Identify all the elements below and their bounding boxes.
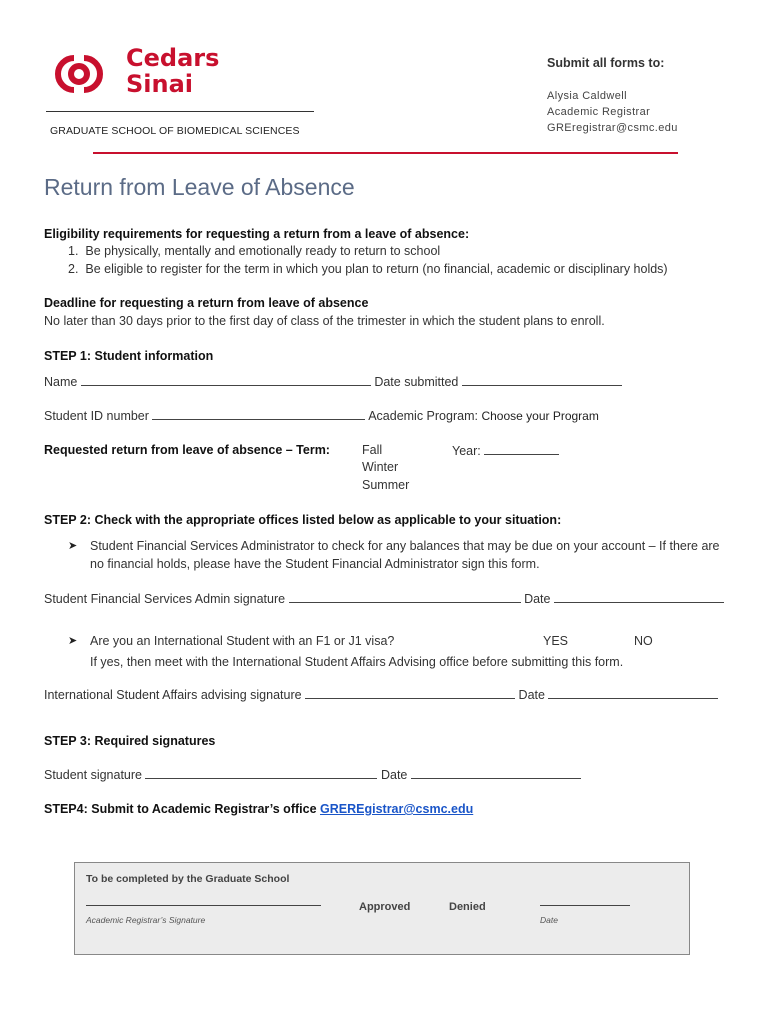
document-title: Return from Leave of Absence <box>44 174 355 200</box>
deadline-heading: Deadline for requesting a return from leave of absence <box>44 296 369 310</box>
step3-heading: STEP 3: Required signatures <box>44 734 216 748</box>
sfs-signature-row <box>44 591 724 606</box>
denied-option[interactable]: Denied <box>449 901 486 913</box>
eligibility-item-2: 2. Be eligible to register for the term in which you plan to return (no financial, academic or disciplinary holds) <box>68 262 668 276</box>
date-submitted-label: Date submitted <box>374 375 459 389</box>
student-signature-label: Student signature <box>44 768 142 782</box>
office-date-field[interactable] <box>540 905 630 906</box>
year-field[interactable] <box>484 443 559 455</box>
office-date-caption: Date <box>540 915 558 925</box>
name-label: Name <box>44 375 78 389</box>
contact-name: Alysia Caldwell <box>547 90 627 102</box>
cedars-sinai-logo-icon <box>44 48 114 100</box>
header-rule <box>46 111 314 112</box>
student-signature-row <box>44 767 581 782</box>
student-signature-field[interactable] <box>145 767 377 779</box>
step1-heading: STEP 1: Student information <box>44 349 214 363</box>
name-row <box>44 374 622 389</box>
eligibility-heading: Eligibility requirements for requesting a return from a leave of absence: <box>44 227 470 241</box>
term-label: Requested return from leave of absence – Term: <box>44 443 330 457</box>
year-row <box>452 443 559 458</box>
intl-no-option[interactable]: NO <box>634 634 653 648</box>
academic-program-select[interactable]: Choose your Program <box>481 409 599 423</box>
contact-email[interactable]: GREregistrar@csmc.edu <box>547 122 678 134</box>
submit-forms-title: Submit all forms to: <box>547 56 665 70</box>
date-submitted-field[interactable] <box>462 374 622 386</box>
isa-signature-row <box>44 687 718 702</box>
deadline-text: No later than 30 days prior to the first day of class of the trimester in which the student plans to enroll. <box>44 314 605 328</box>
graduate-school-office-box <box>74 862 690 955</box>
isa-signature-label: International Student Affairs advising signature <box>44 688 302 702</box>
sfs-signature-label: Student Financial Services Admin signature <box>44 592 286 606</box>
sfs-date-label: Date <box>524 592 551 606</box>
academic-program-label: Academic Program: <box>368 409 478 423</box>
logo-text-cedars: Cedars <box>126 44 220 72</box>
school-name: GRADUATE SCHOOL OF BIOMEDICAL SCIENCES <box>50 125 300 137</box>
intl-student-question: Are you an International Student with an F1 or J1 visa? <box>90 634 395 648</box>
step4-row <box>44 802 473 816</box>
eligibility-item-1: 1. Be physically, mentally and emotionally ready to return to school <box>68 244 441 258</box>
student-date-field[interactable] <box>411 767 581 779</box>
intl-yes-option[interactable]: YES <box>543 634 569 648</box>
approved-option[interactable]: Approved <box>359 901 411 913</box>
office-box-title: To be completed by the Graduate School <box>86 873 290 885</box>
isa-date-field[interactable] <box>548 687 718 699</box>
cedars-sinai-logo <box>44 44 224 104</box>
name-field[interactable] <box>81 374 371 386</box>
sfs-bullet-line-2: no financial holds, please have the Student Financial Administrator sign this form. <box>90 557 540 571</box>
term-option-summer[interactable]: Summer <box>362 478 410 492</box>
term-option-winter[interactable]: Winter <box>362 460 399 474</box>
intl-instruction: If yes, then meet with the International Student Affairs Advising office before submitting this form. <box>90 655 624 669</box>
arrowhead-bullet-icon: ➤ <box>68 635 78 647</box>
step2-heading: STEP 2: Check with the appropriate offices listed below as applicable to your situation: <box>44 513 562 527</box>
student-id-label: Student ID number <box>44 409 149 423</box>
sfs-date-field[interactable] <box>554 591 724 603</box>
student-id-row <box>44 408 599 423</box>
registrar-signature-caption: Academic Registrar’s Signature <box>86 915 206 925</box>
sfs-signature-field[interactable] <box>289 591 521 603</box>
student-date-label: Date <box>380 768 408 782</box>
student-id-field[interactable] <box>152 408 365 420</box>
registrar-email-link[interactable]: GREREgistrar@csmc.edu <box>320 802 474 816</box>
isa-signature-field[interactable] <box>305 687 515 699</box>
year-label: Year: <box>452 444 481 458</box>
header-red-divider <box>93 152 678 154</box>
logo-text-sinai: Sinai <box>126 70 194 98</box>
sfs-bullet-line-1: Student Financial Services Administrator to check for any balances that may be due on your account – If there are <box>90 539 720 553</box>
registrar-signature-field[interactable] <box>86 905 321 906</box>
term-option-fall[interactable]: Fall <box>362 443 383 457</box>
step4-heading: STEP4: Submit to Academic Registrar’s office <box>44 802 317 816</box>
isa-date-label: Date <box>518 688 545 702</box>
arrowhead-bullet-icon: ➤ <box>68 540 78 552</box>
contact-role: Academic Registrar <box>547 106 651 118</box>
